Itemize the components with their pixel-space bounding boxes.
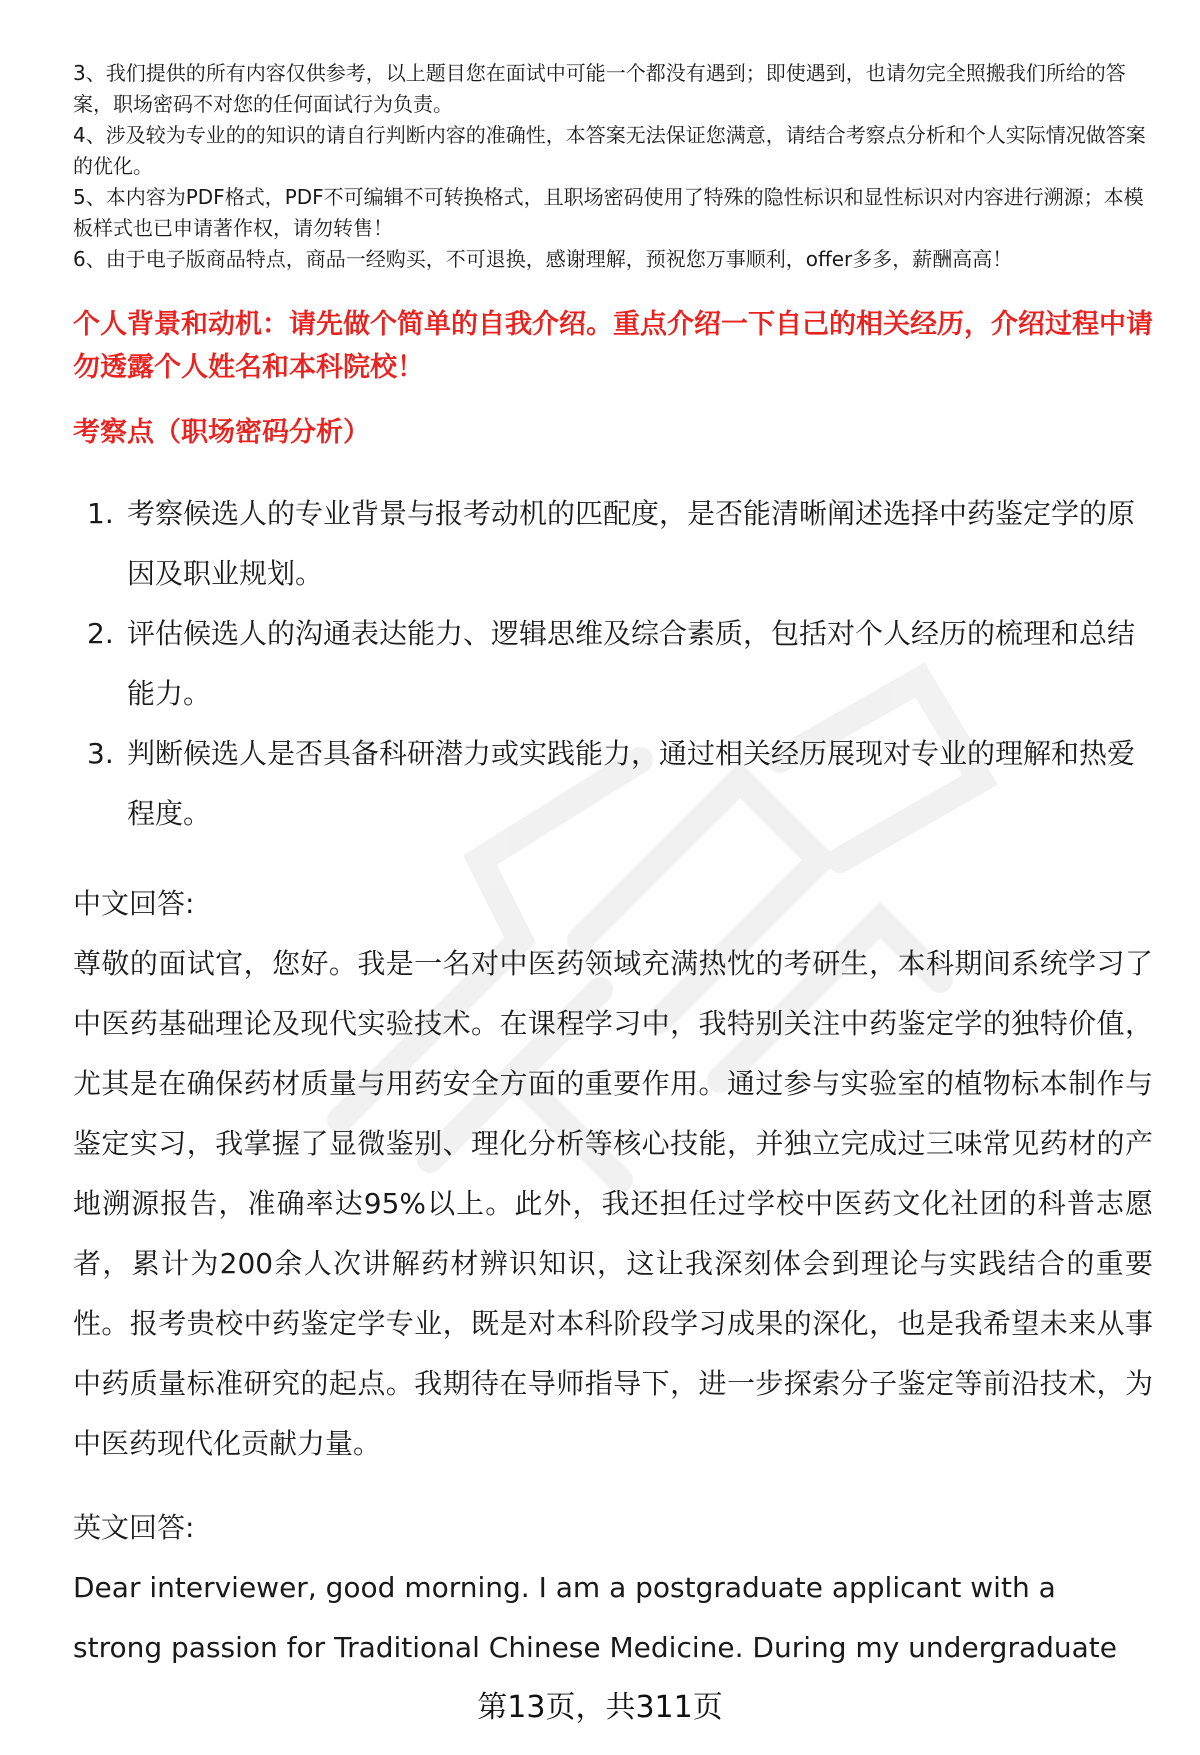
note-item: 6、由于电子版商品特点，商品一经购买，不可退换，感谢理解，预祝您万事顺利，offer多多，薪酬高高！ — [73, 247, 1013, 271]
note-item: 4、涉及较为专业的的知识的请自行判断内容的准确性，本答案无法保证您满意，请结合考察点分析和个人实际情况做答案的优化。 — [73, 123, 1146, 178]
english-answer-text: Dear interviewer, good morning. I am a postgraduate applicant with a strong passion for Traditional Chinese Medicine. During my undergraduate — [73, 1571, 1118, 1664]
list-item — [73, 484, 1153, 604]
list-number: 1. — [87, 497, 114, 530]
analysis-title: 考察点（职场密码分析） — [73, 417, 370, 448]
english-answer-label: 英文回答: — [73, 1511, 195, 1544]
page-number-footer: 第13页，共311页 — [477, 1690, 723, 1725]
list-item — [73, 724, 1153, 844]
note-item: 3、我们提供的所有内容仅供参考，以上题目您在面试中可能一个都没有遇到；即使遇到，也请勿完全照搬我们所给的答案，职场密码不对您的任何面试行为负责。 — [73, 61, 1126, 116]
page-content — [73, 58, 1153, 1678]
question-heading: 个人背景和动机：请先做个简单的自我介绍。重点介绍一下自己的相关经历，介绍过程中请勿透露个人姓名和本科院校！ — [73, 309, 1153, 383]
chinese-answer-label: 中文回答: — [73, 887, 195, 920]
list-number: 3. — [87, 737, 114, 770]
list-text: 评估候选人的沟通表达能力、逻辑思维及综合素质，包括对个人经历的梳理和总结能力。 — [127, 617, 1136, 710]
list-text: 判断候选人是否具备科研潜力或实践能力，通过相关经历展现对专业的理解和热爱程度。 — [127, 737, 1136, 830]
chinese-answer-text: 尊敬的面试官，您好。我是一名对中医药领域充满热忱的考研生，本科期间系统学习了中医药基础理论及现代实验技术。在课程学习中，我特别关注中药鉴定学的独特价值，尤其是在确保药材质量与用药安全方面的重要作用。通过参与实验室的植物标本制作与鉴定实习，我掌握了显微鉴别、理化分析等核心技能，并独立完成过三味常见药材的产地溯源报告，准确率达95%以上。此外，我还担任过学校中医药文化社团的科普志愿者，累计为200余人次讲解药材辨识知识，这让我深刻体会到理论与实践结合的重要性。报考贵校中药鉴定学专业，既是对本科阶段学习成果的深化，也是我希望未来从事中药质量标准研究的起点。我期待在导师指导下，进一步探索分子鉴定等前沿技术，为中医药现代化贡献力量。 — [73, 947, 1153, 1460]
list-text: 考察候选人的专业背景与报考动机的匹配度，是否能清晰阐述选择中药鉴定学的原因及职业规划。 — [127, 497, 1136, 590]
list-item — [73, 604, 1153, 724]
analysis-points — [73, 484, 1153, 844]
note-item: 5、本内容为PDF格式，PDF不可编辑不可转换格式，且职场密码使用了特殊的隐性标识和显性标识对内容进行溯源；本模板样式也已申请著作权，请勿转售！ — [73, 185, 1144, 240]
list-number: 2. — [87, 617, 114, 650]
notes-section — [73, 58, 1153, 275]
